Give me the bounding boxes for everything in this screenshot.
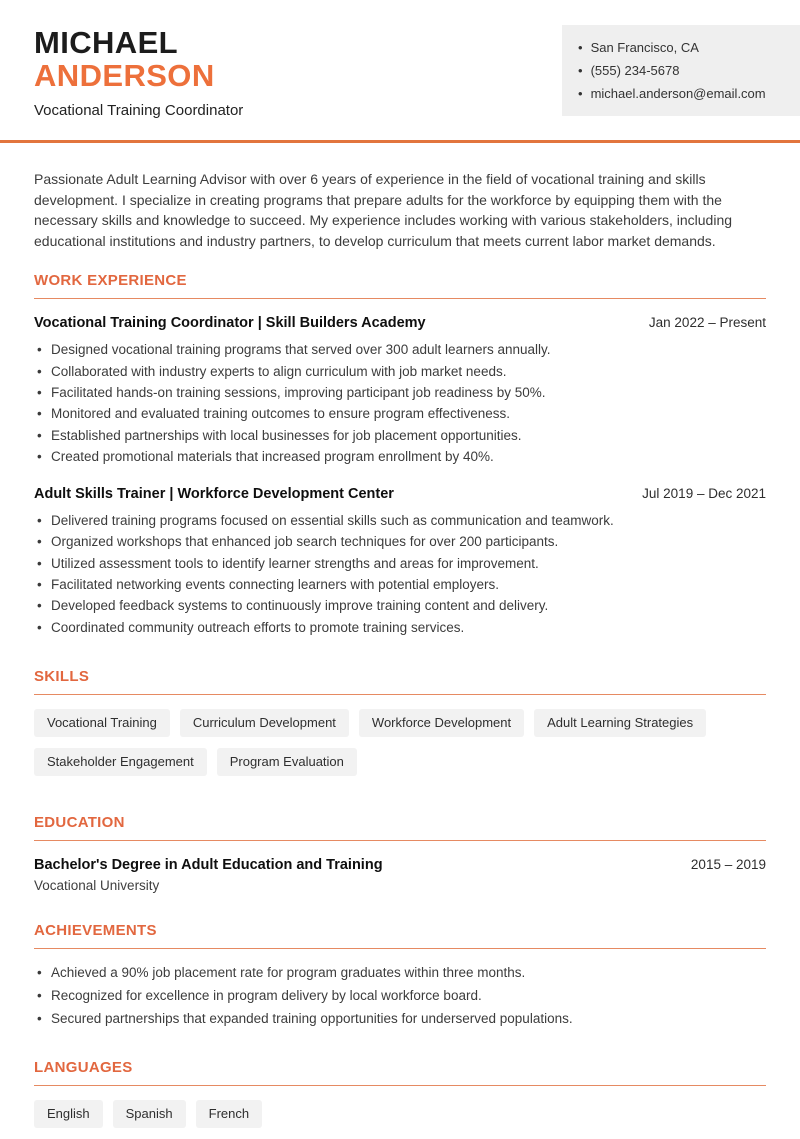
achievement-list [34, 961, 766, 1030]
job-bullet-item: • Developed feedback systems to continuously improve training content and delivery. [34, 595, 766, 616]
job-dates: Jul 2019 – Dec 2021 [642, 486, 766, 502]
summary-text: Passionate Adult Learning Advisor with over 6 years of experience in the field of vocational training and skills development. I specialize in creating programs that prepare adults for the workforce by equipping them with the necessary skills and knowledge to succeed. My experience includes working with various stakeholders, including educational institutions and industry partners, to develop curriculum that meets current labor market demands. [34, 171, 733, 249]
section-achievements [34, 922, 766, 1030]
section-heading-work-experience: WORK EXPERIENCE [34, 272, 187, 290]
job-header-row [34, 315, 766, 331]
person-job-title: Vocational Training Coordinator [34, 102, 244, 119]
section-underline [34, 948, 766, 949]
section-underline [34, 1085, 766, 1086]
education-dates: 2015 – 2019 [690, 856, 766, 872]
job-bullet-item: • Designed vocational training programs that served over 300 adult learners annually. [34, 339, 766, 360]
skill-tag: Stakeholder Engagement [34, 748, 207, 776]
section-heading-education: EDUCATION [34, 813, 125, 831]
language-tag: Spanish [113, 1100, 186, 1128]
job-bullet-item: • Facilitated networking events connecting learners with potential employers. [34, 574, 766, 595]
job-bullet-list [34, 339, 766, 467]
section-work-experience [34, 272, 766, 638]
language-tag-list [34, 1100, 766, 1139]
skill-tag: Program Evaluation [217, 748, 357, 776]
section-heading-skills: SKILLS [34, 667, 90, 685]
job-bullet-item: • Established partnerships with local businesses for job placement opportunities. [34, 425, 766, 446]
job-bullet-item: • Created promotional materials that increased program enrollment by 40%. [34, 446, 766, 467]
job-bullet-item: • Coordinated community outreach efforts to promote training services. [34, 617, 766, 638]
skill-tag: Adult Learning Strategies [534, 709, 706, 737]
school-name: Vocational University [34, 877, 160, 893]
section-underline [34, 840, 766, 841]
skill-tag: Vocational Training [34, 709, 170, 737]
section-underline [34, 694, 766, 695]
job-entry [34, 486, 766, 638]
resume-header [0, 0, 800, 119]
job-bullet-item: • Organized workshops that enhanced job search techniques for over 200 participants. [34, 531, 766, 552]
achievement-item: • Recognized for excellence in program delivery by local workforce board. [34, 984, 766, 1007]
contact-item-text: michael.anderson@email.com [590, 86, 766, 101]
contact-item [578, 82, 790, 105]
bullet-icon: • [578, 86, 583, 101]
job-title: Adult Skills Trainer | Workforce Development Center [34, 486, 394, 503]
achievement-item: • Achieved a 90% job placement rate for program graduates within three months. [34, 961, 766, 984]
job-bullet-list [34, 510, 766, 638]
section-underline [34, 298, 766, 299]
resume-body [0, 169, 800, 1139]
education-entry [34, 857, 766, 893]
contact-item [578, 36, 790, 59]
job-bullet-item: • Facilitated hands-on training sessions, improving participant job readiness by 50%. [34, 382, 766, 403]
education-header-row [34, 857, 766, 873]
section-heading-languages: LANGUAGES [34, 1058, 133, 1076]
job-bullet-item: • Delivered training programs focused on essential skills such as communication and teamwork. [34, 510, 766, 531]
section-heading-achievements: ACHIEVEMENTS [34, 921, 157, 939]
job-bullet-item: • Utilized assessment tools to identify learner strengths and areas for improvement. [34, 553, 766, 574]
job-header-row [34, 486, 766, 502]
section-education [34, 814, 766, 893]
skill-tag: Curriculum Development [180, 709, 349, 737]
contact-card [562, 25, 800, 116]
skill-tag-list [34, 709, 766, 787]
bullet-icon: • [578, 40, 583, 55]
contact-item-text: (555) 234-5678 [590, 63, 680, 78]
header-divider [0, 140, 800, 143]
last-name: ANDERSON [34, 58, 215, 93]
job-entry [34, 315, 766, 467]
contact-list [578, 36, 790, 105]
job-bullet-item: • Monitored and evaluated training outcomes to ensure program effectiveness. [34, 403, 766, 424]
first-name: MICHAEL [34, 25, 179, 60]
contact-item-text: San Francisco, CA [590, 40, 699, 55]
job-bullet-item: • Collaborated with industry experts to align curriculum with job market needs. [34, 361, 766, 382]
language-tag: French [196, 1100, 262, 1128]
bullet-icon: • [578, 63, 583, 78]
degree-title: Bachelor's Degree in Adult Education and Training [34, 856, 383, 873]
achievement-item: • Secured partnerships that expanded training opportunities for underserved populations. [34, 1007, 766, 1030]
section-skills [34, 668, 766, 787]
skill-tag: Workforce Development [359, 709, 524, 737]
contact-item [578, 59, 790, 82]
section-languages [34, 1059, 766, 1139]
language-tag: English [34, 1100, 103, 1128]
job-dates: Jan 2022 – Present [648, 315, 766, 331]
job-title: Vocational Training Coordinator | Skill Builders Academy [34, 315, 426, 332]
